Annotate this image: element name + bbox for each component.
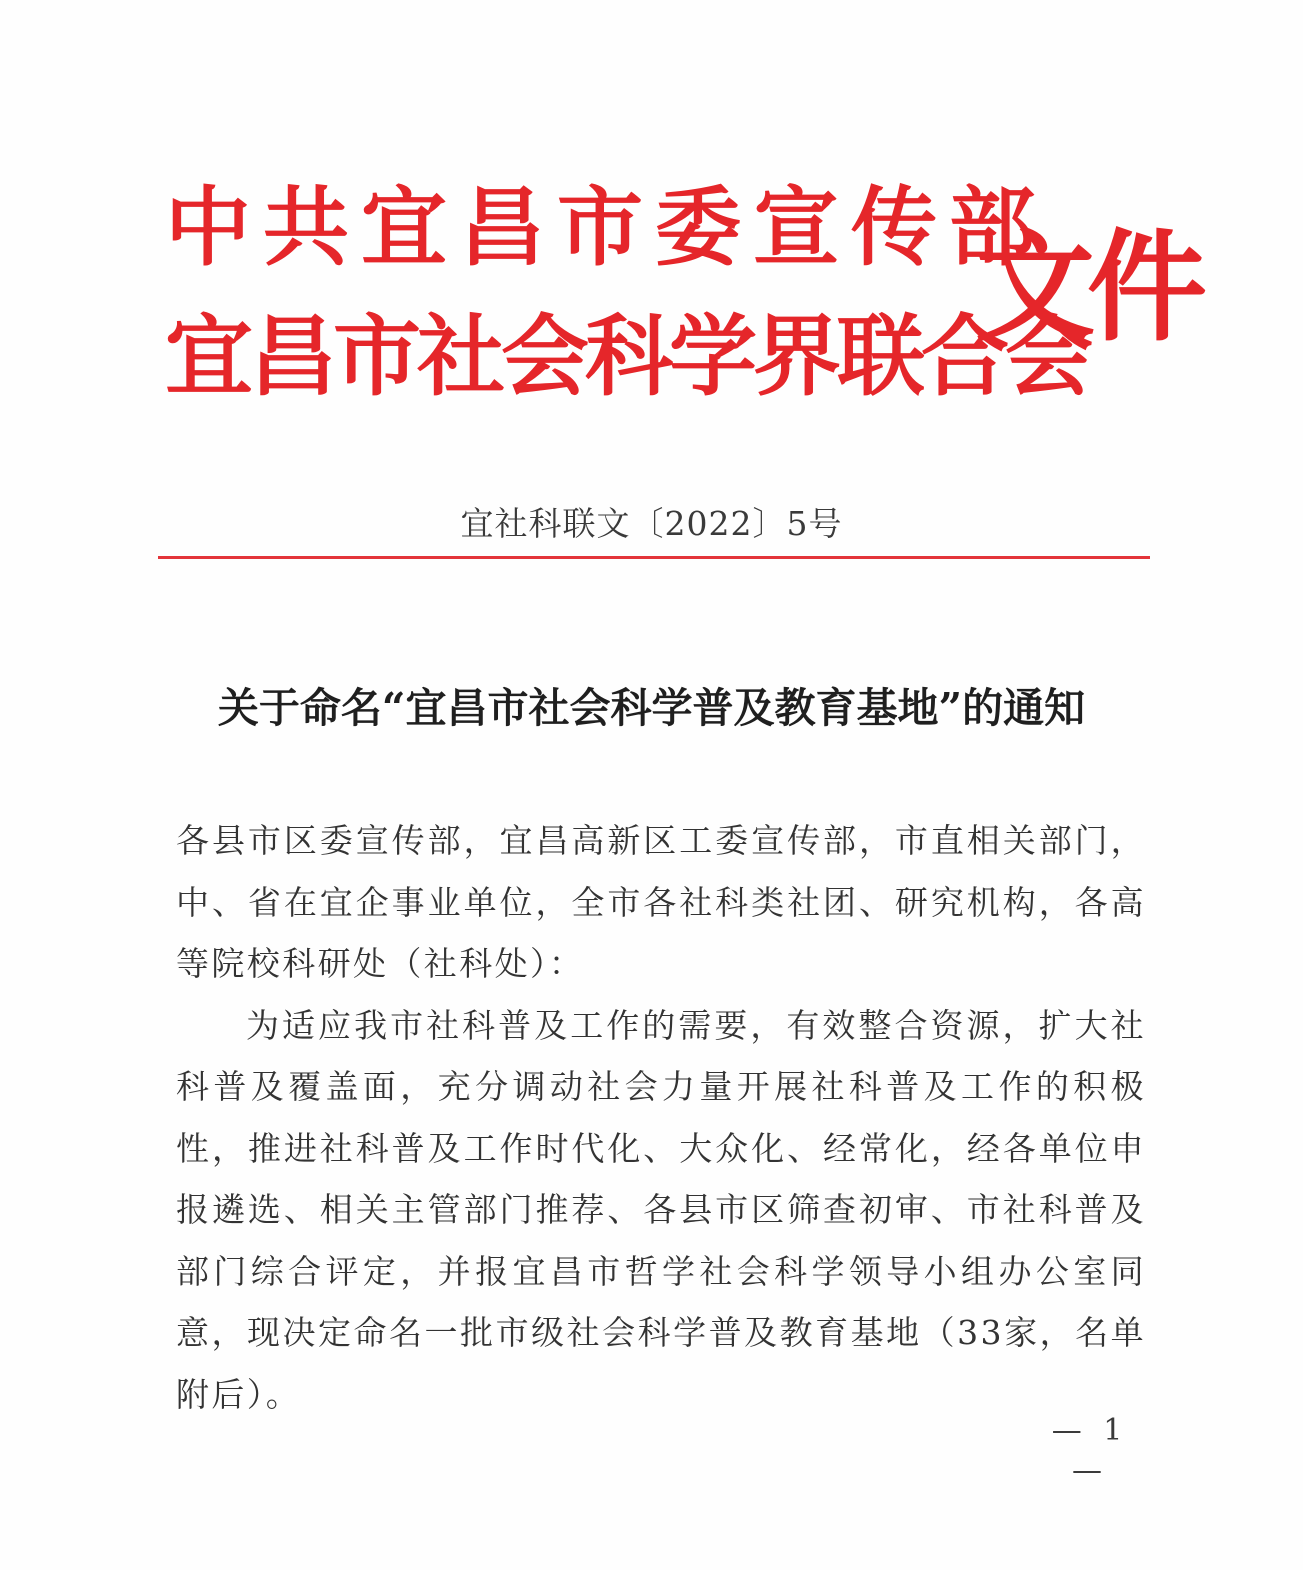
document-suffix: 文件 <box>975 217 1199 358</box>
document-number: 宜社科联文〔2022〕5号 <box>460 504 843 543</box>
red-divider <box>158 556 1150 559</box>
red-header <box>165 177 1199 418</box>
issuing-org-1: 中共宜昌市委宣传部 <box>165 177 1047 278</box>
page-number: — 1 — <box>1051 1413 1129 1488</box>
body-text <box>176 810 1146 1425</box>
notice-title: 关于命名“宜昌市社会科学普及教育基地”的通知 <box>217 684 1086 732</box>
paragraph: 为适应我市社科普及工作的需要，有效整合资源，扩大社科普及覆盖面，充分调动社会力量开展社科普及工作的积极性，推进社科普及工作时代化、大众化、经常化，经各单位申报遴选、相关主管部门推荐、各县市区筛查初审、市社科普及部门综合评定，并报宜昌市哲学社会科学领导小组办公室同意，现决定命名一批市级社会科学普及教育基地（33家，名单附后）。 <box>176 1005 1146 1414</box>
addressee: 各县市区委宣传部，宜昌高新区工委宣传部，市直相关部门，中、省在宜企事业单位，全市各社科类社团、研究机构，各高等院校科研处（社科处）： <box>176 821 1146 983</box>
issuing-org-2: 宜昌市社会科学界联合会 <box>165 304 1090 408</box>
